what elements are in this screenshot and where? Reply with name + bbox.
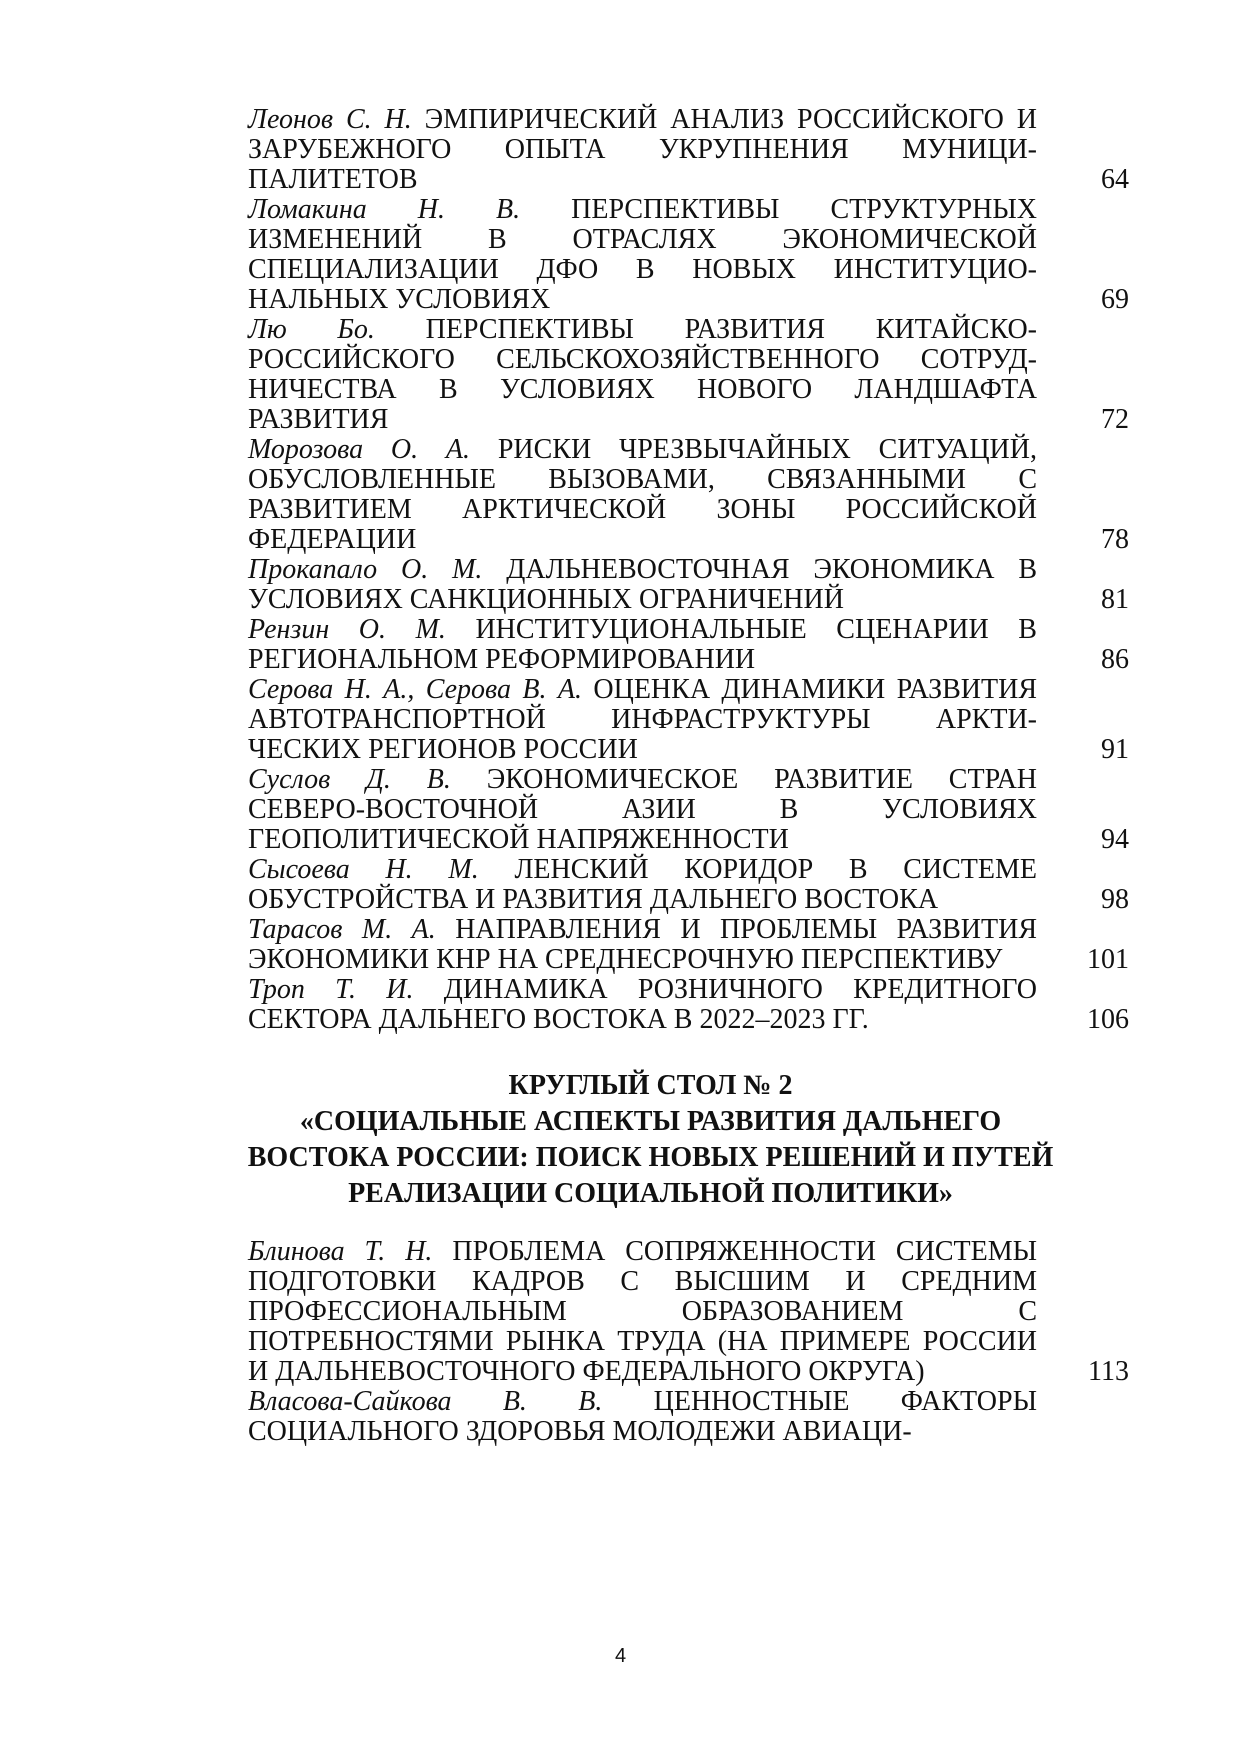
toc-entry-page: 78	[1101, 524, 1129, 555]
toc-entry-title-line: ПРОФЕССИОНАЛЬНЫМ ОБРАЗОВАНИЕМ С	[248, 1296, 1037, 1327]
toc-entry-page: 98	[1101, 884, 1129, 915]
toc-entry-line	[248, 973, 1037, 1007]
toc-entry-line	[248, 1235, 1037, 1269]
toc-entry-line	[248, 763, 1037, 797]
toc-entry-author: Блинова Т. Н.	[248, 1236, 433, 1267]
toc-entry-title-line: ЗАРУБЕЖНОГО ОПЫТА УКРУПНЕНИЯ МУНИЦИ-	[248, 134, 1037, 165]
toc-entry-title-line: ПАЛИТЕТОВ	[248, 164, 418, 195]
toc-entry-line	[248, 583, 1037, 617]
toc-entry-line	[248, 1295, 1037, 1329]
toc-entry-line	[248, 703, 1037, 737]
toc-entry-page: 101	[1087, 944, 1129, 975]
toc-entry-author: Прокапало О. М.	[248, 554, 483, 585]
toc-entry-title-line: ДАЛЬНЕВОСТОЧНАЯ ЭКОНОМИКА В	[506, 554, 1038, 585]
toc-entry-author: Ломакина Н. В.	[248, 194, 521, 225]
toc-entry-author: Лю Бо.	[248, 314, 375, 345]
toc-entry-page: 69	[1101, 284, 1129, 315]
toc-entry-line	[248, 493, 1037, 527]
toc-entry-line	[248, 283, 1037, 317]
toc-entry-author: Власова-Сайкова В. В.	[248, 1386, 603, 1417]
toc-entry-line	[248, 553, 1037, 587]
toc-entry-title-line: ЛЕНСКИЙ КОРИДОР В СИСТЕМЕ	[514, 854, 1038, 885]
toc-entry-title-line: ПРОБЛЕМА СОПРЯЖЕННОСТИ СИСТЕМЫ	[452, 1236, 1038, 1267]
toc-entry-title-line: ПОДГОТОВКИ КАДРОВ С ВЫСШИМ И СРЕДНИМ	[248, 1266, 1037, 1297]
toc-entry-line	[248, 1265, 1037, 1299]
toc-entry-title-line: ОЦЕНКА ДИНАМИКИ РАЗВИТИЯ	[593, 674, 1038, 705]
toc-entry-author: Суслов Д. В.	[248, 764, 451, 795]
toc-entry-line	[248, 793, 1037, 827]
toc-entry-line	[248, 913, 1037, 947]
section-title: КРУГЛЫЙ СТОЛ № 2	[508, 1070, 793, 1101]
toc-entry-line	[248, 403, 1037, 437]
toc-entry-line	[248, 823, 1037, 857]
toc-entry-title-line: ОБУСЛОВЛЕННЫЕ ВЫЗОВАМИ, СВЯЗАННЫМИ С	[248, 464, 1037, 495]
toc-entry-line	[248, 673, 1037, 707]
toc-entry-page: 94	[1101, 824, 1129, 855]
toc-entry-page: 81	[1101, 584, 1129, 615]
toc-entry-author: Троп Т. И.	[248, 974, 414, 1005]
toc-entry-line	[248, 373, 1037, 407]
toc-entry-title-line: АВТОТРАНСПОРТНОЙ ИНФРАСТРУКТУРЫ АРКТИ-	[248, 704, 1037, 735]
toc-entry-title-line: ФЕДЕРАЦИИ	[248, 524, 417, 555]
toc-entry-title-line: И ДАЛЬНЕВОСТОЧНОГО ФЕДЕРАЛЬНОГО ОКРУГА)	[248, 1356, 925, 1387]
toc-entry-line	[248, 1385, 1037, 1419]
toc-entry-title-line: ЭМПИРИЧЕСКИЙ АНАЛИЗ РОССИЙСКОГО И	[424, 104, 1037, 135]
toc-entry-page: 86	[1101, 644, 1129, 675]
toc-entry-title-line: ПЕРСПЕКТИВЫ СТРУКТУРНЫХ	[571, 194, 1037, 225]
toc-entry-title-line: ЦЕННОСТНЫЕ ФАКТОРЫ	[653, 1386, 1037, 1417]
toc-entry-author: Рензин О. М.	[248, 614, 446, 645]
toc-entry-title-line: РИСКИ ЧРЕЗВЫЧАЙНЫХ СИТУАЦИЙ,	[497, 434, 1038, 465]
toc-entry-title-line: РЕГИОНАЛЬНОМ РЕФОРМИРОВАНИИ	[248, 644, 756, 675]
toc-entry-line	[248, 1415, 1037, 1449]
toc-entry-line	[248, 163, 1037, 197]
toc-entry-title-line: ПЕРСПЕКТИВЫ РАЗВИТИЯ КИТАЙСКО-	[425, 314, 1037, 345]
toc-entry-title-line: РАЗВИТИЯ	[248, 404, 389, 435]
toc-entry-title-line: РАЗВИТИЕМ АРКТИЧЕСКОЙ ЗОНЫ РОССИЙСКОЙ	[248, 494, 1037, 525]
toc-entry-line	[248, 943, 1037, 977]
toc-entry-line	[248, 1003, 1037, 1037]
toc-entry-line	[248, 253, 1037, 287]
toc-entry-author: Леонов С. Н.	[248, 104, 412, 135]
toc-entry-title-line: СОЦИАЛЬНОГО ЗДОРОВЬЯ МОЛОДЕЖИ АВИАЦИ-	[248, 1416, 912, 1447]
toc-entry-title-line: ГЕОПОЛИТИЧЕСКОЙ НАПРЯЖЕННОСТИ	[248, 824, 789, 855]
toc-entry-title-line: СПЕЦИАЛИЗАЦИИ ДФО В НОВЫХ ИНСТИТУЦИО-	[248, 254, 1037, 285]
toc-entry-title-line: СЕКТОРА ДАЛЬНЕГО ВОСТОКА В 2022–2023 ГГ.	[248, 1004, 869, 1035]
toc-entry-title-line: ЭКОНОМИЧЕСКОЕ РАЗВИТИЕ СТРАН	[486, 764, 1038, 795]
toc-entry-page: 91	[1101, 734, 1129, 765]
toc-entry-line	[248, 433, 1037, 467]
toc-entry-page: 106	[1087, 1004, 1129, 1035]
toc-entry-line	[248, 133, 1037, 167]
page-number: 4	[614, 1645, 627, 1667]
toc-entry-author: Морозова О. А.	[248, 434, 471, 465]
toc-entry-line	[248, 853, 1037, 887]
toc-entry-line	[248, 193, 1037, 227]
toc-entry-title-line: НАПРАВЛЕНИЯ И ПРОБЛЕМЫ РАЗВИТИЯ	[455, 914, 1037, 945]
toc-entry-line	[248, 643, 1037, 677]
toc-entry-title-line: ЧЕСКИХ РЕГИОНОВ РОССИИ	[248, 734, 638, 765]
toc-entry-page: 72	[1101, 404, 1129, 435]
toc-entry-line	[248, 613, 1037, 647]
toc-entry-title-line: ДИНАМИКА РОЗНИЧНОГО КРЕДИТНОГО	[443, 974, 1038, 1005]
toc-entry-title-line: ОБУСТРОЙСТВА И РАЗВИТИЯ ДАЛЬНЕГО ВОСТОКА	[248, 884, 939, 915]
toc-entry-line	[248, 313, 1037, 347]
toc-entry-line	[248, 883, 1037, 917]
toc-entry-title-line: ПОТРЕБНОСТЯМИ РЫНКА ТРУДА (НА ПРИМЕРЕ РОССИИ	[248, 1326, 1037, 1357]
toc-entry-title-line: НАЛЬНЫХ УСЛОВИЯХ	[248, 284, 551, 315]
toc-entry-page: 113	[1088, 1356, 1129, 1387]
toc-entry-title-line: НИЧЕСТВА В УСЛОВИЯХ НОВОГО ЛАНДШАФТА	[248, 374, 1037, 405]
toc-entry-page: 64	[1101, 164, 1129, 195]
toc-entry-line	[248, 463, 1037, 497]
toc-entry-line	[248, 103, 1037, 137]
toc-entry-title-line: УСЛОВИЯХ САНКЦИОННЫХ ОГРАНИЧЕНИЙ	[248, 584, 844, 615]
toc-entry-title-line: ИНСТИТУЦИОНАЛЬНЫЕ СЦЕНАРИИ В	[475, 614, 1037, 645]
toc-entry-author: Сысоева Н. М.	[248, 854, 479, 885]
toc-entry-line	[248, 523, 1037, 557]
toc-entry-line	[248, 223, 1037, 257]
section-subtitle-line: «СОЦИАЛЬНЫЕ АСПЕКТЫ РАЗВИТИЯ ДАЛЬНЕГО	[299, 1106, 1002, 1137]
toc-entry-title-line: ЭКОНОМИКИ КНР НА СРЕДНЕСРОЧНУЮ ПЕРСПЕКТИВУ	[248, 944, 1003, 975]
toc-entry-title-line: РОССИЙСКОГО СЕЛЬСКОХОЗЯЙСТВЕННОГО СОТРУД-	[248, 344, 1037, 375]
toc-entry-title-line: СЕВЕРО-ВОСТОЧНОЙ АЗИИ В УСЛОВИЯХ	[248, 794, 1037, 825]
toc-entry-line	[248, 733, 1037, 767]
toc-entry-title-line: ИЗМЕНЕНИЙ В ОТРАСЛЯХ ЭКОНОМИЧЕСКОЙ	[248, 224, 1037, 255]
toc-entry-line	[248, 1325, 1037, 1359]
toc-entry-line	[248, 343, 1037, 377]
toc-entry-author: Серова Н. А., Серова В. А.	[248, 674, 582, 705]
section-subtitle-line: РЕАЛИЗАЦИИ СОЦИАЛЬНОЙ ПОЛИТИКИ»	[348, 1178, 953, 1209]
section-subtitle-line: ВОСТОКА РОССИИ: ПОИСК НОВЫХ РЕШЕНИЙ И ПУТЕЙ	[247, 1142, 1054, 1173]
toc-entry-author: Тарасов М. А.	[248, 914, 436, 945]
toc-entry-line	[248, 1355, 1037, 1389]
